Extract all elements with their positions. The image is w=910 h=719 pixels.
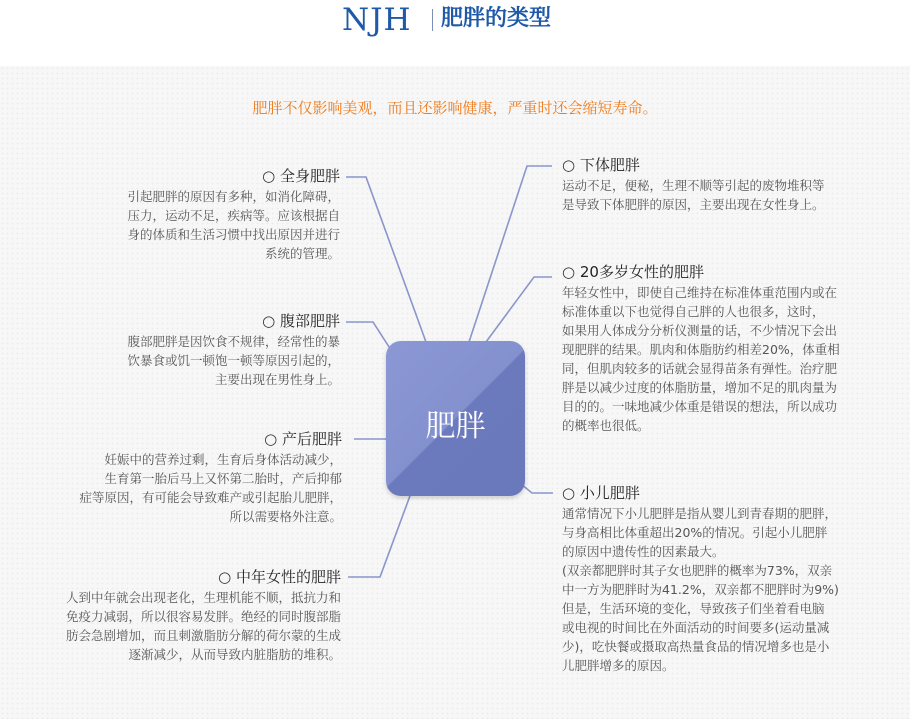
text-line: 胖是以减少过度的体脂肪量，增加不足的肌肉量为 [562,380,838,395]
text-line: 与身高相比体重超出20%的情况。引起小儿肥胖 [562,525,828,540]
node-title-text: 小儿肥胖 [579,484,640,502]
circle-bullet-icon: ○ [262,312,276,330]
connector-whole [346,177,426,342]
text-line: 标准体重以下也觉得自己胖的人也很多，这时， [562,304,825,319]
text-line: 运动不足，便秘，生理不顺等引起的废物堆积等 [562,178,825,193]
connector-lower-body [469,166,552,342]
node-children-obesity [562,483,892,683]
node-description [562,176,825,214]
text-line: 的概率也很低。 [562,418,650,433]
node-description [127,332,340,389]
text-line: (双亲都肥胖时其子女也肥胖的概率为73%，双亲 [562,563,833,578]
text-line: 压力，运动不足，疾病等。应该根据自 [127,208,340,223]
connector-twenties [486,277,552,342]
node-description [66,588,341,664]
node-lower-body-obesity [562,155,872,217]
node-title-text: 20多岁女性的肥胖 [579,263,704,281]
node-title-text: 产后肥胖 [281,430,342,448]
connector-abdominal [346,322,391,350]
text-line: 妊娠中的营养过剩，生育后身体活动减少， [104,452,342,467]
text-line: 主要出现在男性身上。 [214,372,340,387]
text-line: 生育第一胎后马上又怀第二胎时，产后抑郁 [104,471,342,486]
circle-bullet-icon: ○ [264,430,278,448]
text-line: 的原因中遗传性的因素最大。 [562,544,725,559]
circle-bullet-icon: ○ [262,167,276,185]
text-line: 人到中年就会出现老化，生理机能不顺，抵抗力和 [65,590,341,605]
node-description [127,187,340,263]
node-title-text: 腹部肥胖 [279,312,340,330]
node-description [562,283,840,435]
node-title [562,155,640,175]
node-title-text: 中年女性的肥胖 [235,568,341,586]
node-postpartum-obesity [60,429,342,529]
node-description [79,450,342,526]
text-line: 系统的管理。 [264,246,340,261]
node-title-text: 下体肥胖 [579,156,640,174]
text-line: 免疫力减弱，所以很容易发胖。绝经的同时腹部脂 [65,609,341,624]
text-line: 饮暴食或饥一顿饱一顿等原因引起的， [127,353,340,368]
text-line: 现肥胖的结果。肌肉和体脂肪约相差20%，体重相 [562,342,840,357]
text-line: 或电视的时间比在外面活动的时间要多(运动量减 [562,620,830,635]
circle-bullet-icon: ○ [218,568,232,586]
text-line: 年轻女性中，即使自己维持在标准体重范围内或在 [562,285,838,300]
text-line: 少)，吃快餐或摄取高热量食品的情况增多也是小 [562,639,830,654]
text-line: 是导致下体肥胖的原因，主要出现在女性身上。 [562,197,825,212]
text-line: 通常情况下小儿肥胖是指从婴儿到青春期的肥胖， [562,506,838,521]
node-middle-aged-women-obesity [20,567,341,667]
text-line: 症等原因，有可能会导致难产或引起胎儿肥胖， [79,490,342,505]
node-title [562,262,704,282]
circle-bullet-icon: ○ [562,484,576,502]
node-description [562,504,839,675]
node-title-text: 全身肥胖 [279,167,340,185]
text-line: 身的体质和生活习惯中找出原因并进行 [127,227,340,242]
node-title [262,166,340,186]
circle-bullet-icon: ○ [562,263,576,281]
center-topic-box [386,341,525,496]
center-topic-label: 肥胖 [425,409,486,444]
text-line: 中一方为肥胖时为41.2%，双亲都不肥胖时为9%) [562,582,839,597]
text-line: 所以需要格外注意。 [229,509,342,524]
node-title [264,429,342,449]
node-title [262,311,340,331]
node-title [562,483,640,503]
subtitle: 肥胖不仅影响美观，而且还影响健康，严重时还会缩短寿命。 [252,99,658,117]
text-line: 腹部肥胖是因饮食不规律，经常性的暴 [127,334,340,349]
node-abdominal-obesity [90,311,340,391]
node-title [218,567,341,587]
text-line: 引起肥胖的原因有多种，如消化障碍， [127,189,340,204]
text-line: 但是，生活环境的变化，导致孩子们坐着看电脑 [562,601,825,616]
page-title: 肥胖的类型 [441,6,552,31]
text-line: 目的的。一味地减少体重是错误的想法，所以成功 [562,399,838,414]
text-line: 儿肥胖增多的原因。 [562,658,675,673]
node-twenties-women-obesity [562,262,882,442]
njh-logo: NJH [342,2,412,38]
circle-bullet-icon: ○ [562,156,576,174]
text-line: 如果用人体成分分析仪测量的话，不少情况下会出 [562,323,838,338]
node-whole-body-obesity [90,166,340,266]
connector-middle-aged [348,485,414,577]
text-line: 逐渐减少，从而导致内脏脂肪的堆积。 [128,647,341,662]
text-line: 同，但肌肉较多的话就会显得苗条有弹性。治疗肥 [562,361,838,376]
text-line: 肪会急剧增加，而且刺激脂肪分解的荷尔蒙的生成 [65,628,341,643]
